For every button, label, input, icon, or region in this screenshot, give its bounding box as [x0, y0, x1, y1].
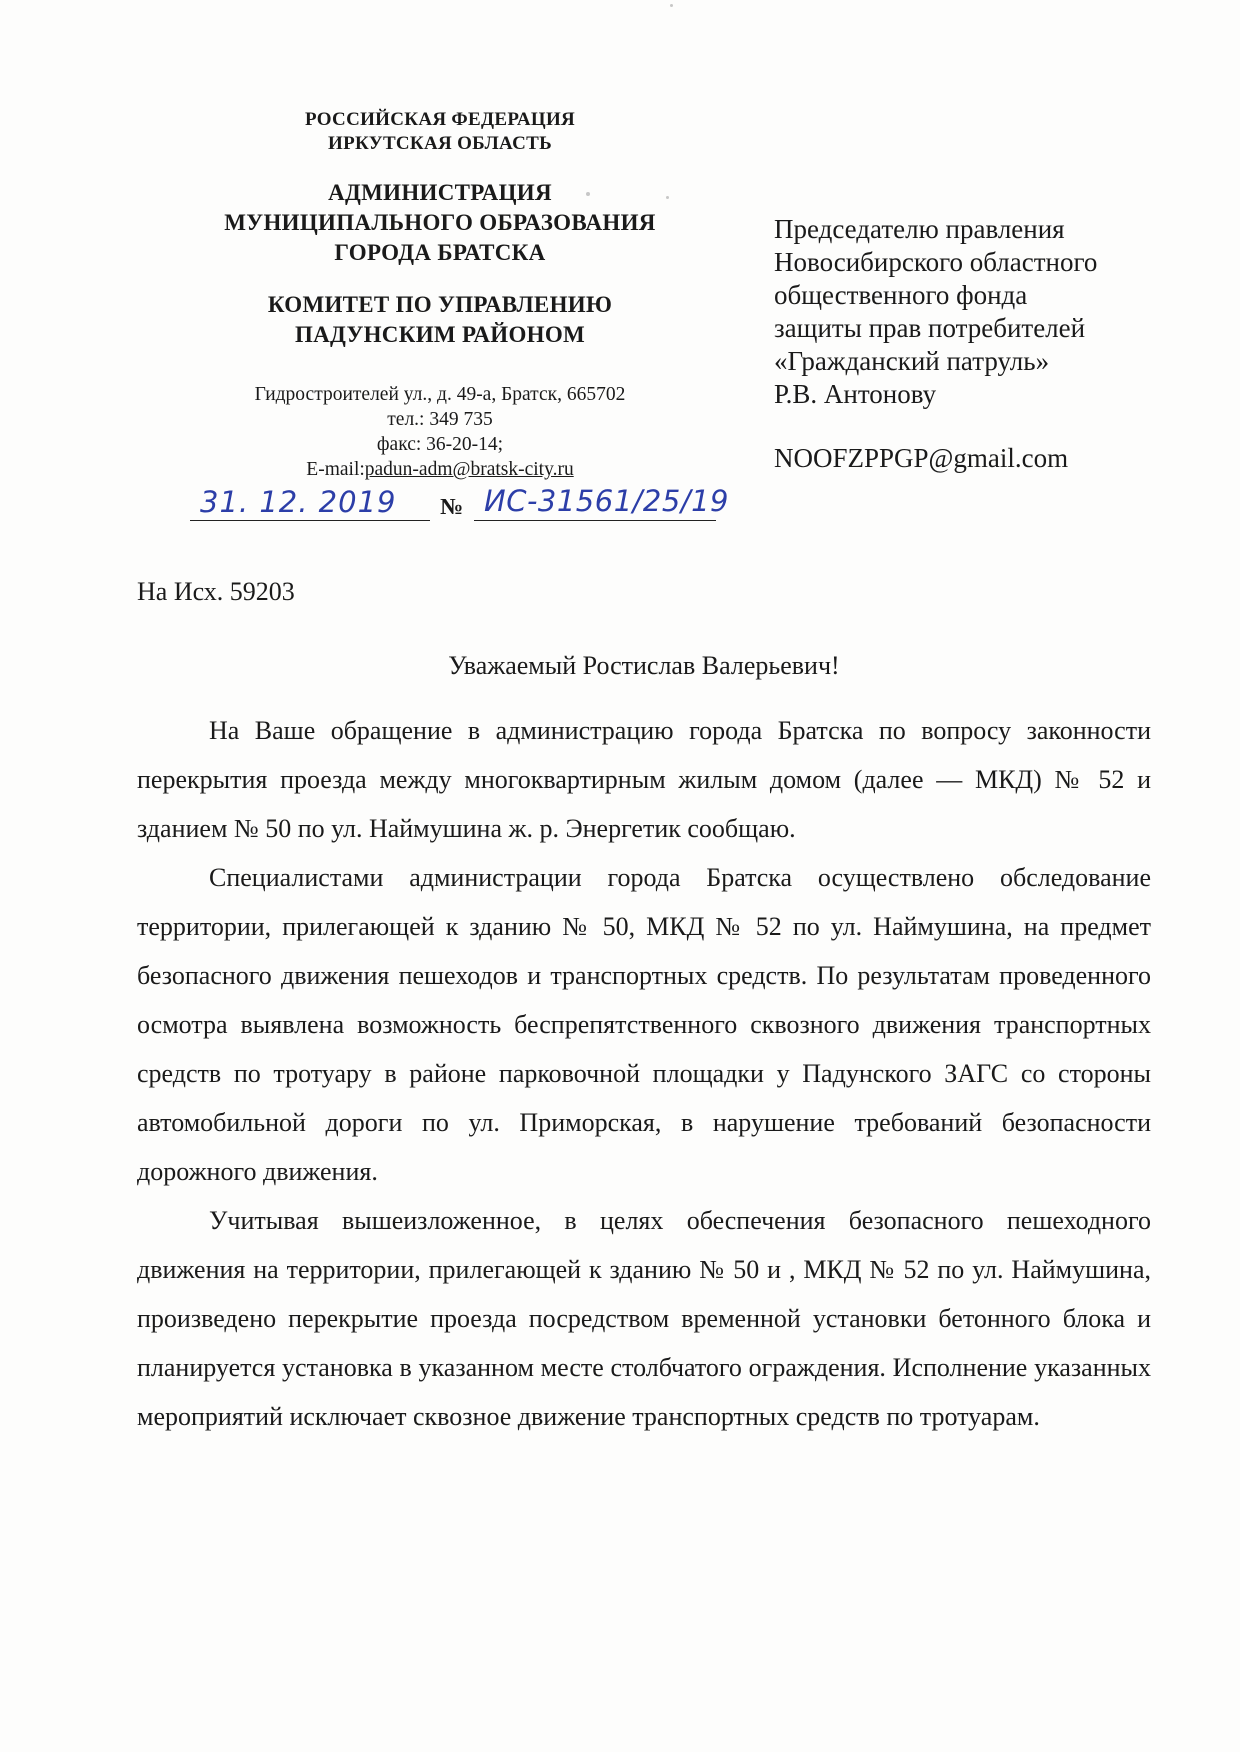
addressee-line: защиты прав потребителей [774, 313, 1086, 343]
reference-number: На Исх. 59203 [137, 577, 295, 606]
registration-line [178, 484, 738, 528]
letterhead-email-label: E-mail: [306, 459, 365, 480]
scan-speck [670, 4, 673, 7]
letterhead-email [150, 457, 730, 482]
letterhead-region: ИРКУТСКАЯ ОБЛАСТЬ [328, 133, 552, 154]
body-paragraph: Учитывая вышеизложенное, в целях обеспечения безопасного пешеходного движения на территории, прилегающей к зданию № 50 и , МКД № 52 по ул. Наймушина, произведено перекрытие проезда посредством временной установки бетонного блока и планируется установка в указанном месте столбчатого ограждения. Исполнение указанных мероприятий исключает сквозное движение транспортных средств по тротуарам. [137, 1206, 1151, 1431]
body-paragraph: На Ваше обращение в администрацию города Братска по вопросу законности перекрытия проезда между многоквартирным жилым домом (далее — МКД) № 52 и зданием № 50 по ул. Наймушина ж. р. Энергетик сообщаю. [137, 716, 1151, 843]
letterhead-email-address: padun-adm@bratsk-city.ru [364, 459, 574, 480]
letterhead-committee-line1: КОМИТЕТ ПО УПРАВЛЕНИЮ [267, 292, 613, 317]
addressee-line: «Гражданский патруль» [774, 346, 1050, 376]
letterhead-committee-line2: ПАДУНСКИМ РАЙОНОМ [294, 322, 586, 347]
letterhead-admin-line3: ГОРОДА БРАТСКА [334, 240, 546, 265]
body-paragraph: Специалистами администрации города Братска осуществлено обследование территории, прилегающей к зданию № 50, МКД № 52 по ул. Наймушина, на предмет безопасного движения пешеходов и транспортных средств. По результатам проведенного осмотра выявлена возможность беспрепятственного сквозного движения транспортных средств по тротуару в районе парковочной площадки у Падунского ЗАГС со стороны автомобильной дороги по ул. Приморская, в нарушение требований безопасности дорожного движения. [137, 863, 1151, 1186]
letterhead-fax: факс: 36-20-14; [376, 434, 504, 455]
addressee-line: Председателю правления [774, 214, 1065, 244]
letterhead [150, 108, 730, 350]
letterhead-admin-line1: АДМИНИСТРАЦИЯ [328, 180, 552, 205]
addressee-block [774, 213, 1214, 475]
addressee-line: Новосибирского областного [774, 247, 1098, 277]
addressee-name: Р.В. Антонову [774, 379, 937, 409]
letterhead-phone: тел.: 349 735 [387, 409, 493, 430]
registration-number: ИС-31561/25/19 [474, 482, 716, 521]
letterhead-country: РОССИЙСКАЯ ФЕДЕРАЦИЯ [304, 109, 576, 130]
letter-body [137, 706, 1151, 1441]
letterhead-admin-line2: МУНИЦИПАЛЬНОГО ОБРАЗОВАНИЯ [224, 210, 656, 235]
salutation: Уважаемый Ростислав Валерьевич! [448, 651, 840, 680]
letterhead-address: Гидростроителей ул., д. 49-а, Братск, 665702 [254, 384, 626, 405]
addressee-line: общественного фонда [774, 280, 1028, 310]
addressee-email: NOOFZPPGP@gmail.com [774, 443, 1069, 473]
registration-date: 31. 12. 2019 [190, 484, 430, 521]
registration-number-label: № [440, 494, 464, 519]
letterhead-contacts [150, 382, 730, 482]
